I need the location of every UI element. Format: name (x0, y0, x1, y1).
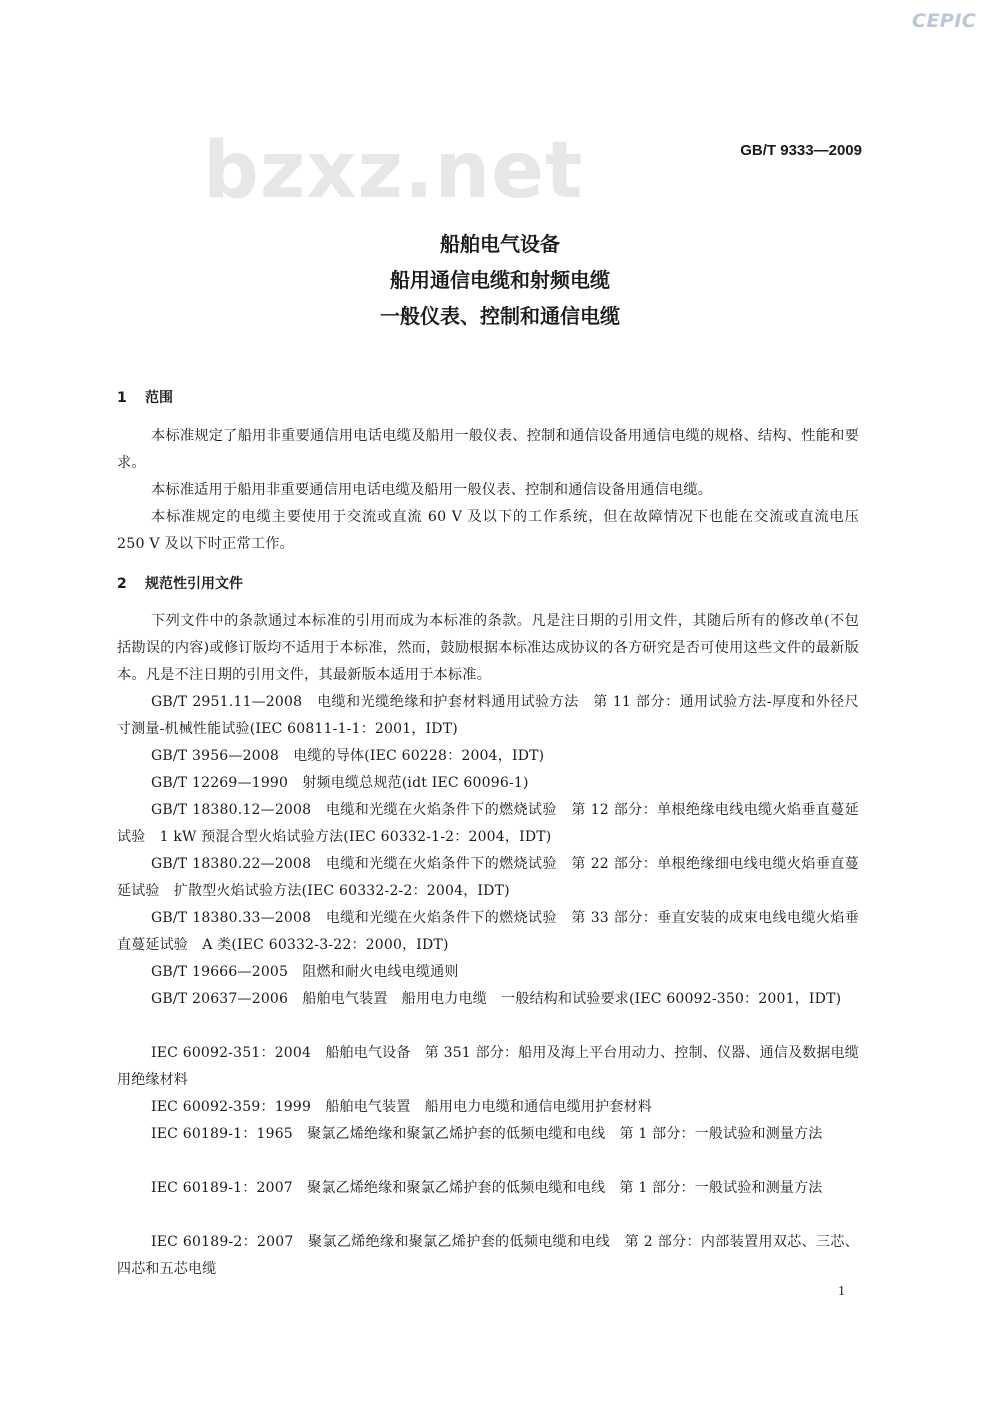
standard-code: GB/T 9333—2009 (740, 142, 862, 159)
reference-item: GB/T 18380.22—2008 电缆和光缆在火焰条件下的燃烧试验 第 22 部分：单根绝缘细电线电缆火焰垂直蔓延试验 扩散型火焰试验方法(IEC 60332-2-2：2004，IDT) (117, 856, 859, 899)
section-1-title: 范围 (145, 390, 173, 406)
reference-item: IEC 60092-351：2004 船舶电气设备 第 351 部分：船用及海上平台用动力、控制、仪器、通信及数据电缆用绝缘材料 (117, 1045, 859, 1088)
document-title-line-1: 船舶电气设备 (440, 232, 560, 256)
section-1-paragraph-2: 本标准适用于船用非重要通信用电话电缆及船用一般仪表、控制和通信设备用通信电缆。 (151, 482, 713, 498)
cepic-logo: CEPIC (912, 10, 977, 32)
section-1-number: 1 (117, 390, 127, 406)
reference-item: IEC 60189-1：2007 聚氯乙烯绝缘和聚氯乙烯护套的低频电缆和电线 第 1 部分：一般试验和测量方法 (151, 1180, 823, 1196)
reference-item: GB/T 18380.12—2008 电缆和光缆在火焰条件下的燃烧试验 第 12 部分：单根绝缘电线电缆火焰垂直蔓延试验 1 kW 预混合型火焰试验方法(IEC 60332-1-2：2004，IDT) (117, 802, 859, 845)
reference-item: GB/T 20637—2006 船舶电气装置 船用电力电缆 一般结构和试验要求(IEC 60092-350：2001，IDT) (151, 991, 842, 1007)
section-1-heading (117, 387, 173, 407)
section-2-number: 2 (117, 576, 127, 592)
section-2-title: 规范性引用文件 (145, 576, 243, 592)
watermark-text: bzxz.net (203, 126, 584, 216)
document-title-line-3: 一般仪表、控制和通信电缆 (380, 304, 620, 328)
reference-item: IEC 60092-359：1999 船舶电气装置 船用电力电缆和通信电缆用护套材料 (151, 1099, 652, 1115)
reference-item: GB/T 18380.33—2008 电缆和光缆在火焰条件下的燃烧试验 第 33 部分：垂直安装的成束电线电缆火焰垂直蔓延试验 A 类(IEC 60332-3-22：2000，IDT) (117, 910, 859, 953)
reference-item: GB/T 3956—2008 电缆的导体(IEC 60228：2004，IDT) (151, 748, 545, 764)
reference-item: IEC 60189-2：2007 聚氯乙烯绝缘和聚氯乙烯护套的低频电缆和电线 第 2 部分：内部装置用双芯、三芯、四芯和五芯电缆 (117, 1234, 859, 1277)
section-1-paragraph-3: 本标准规定的电缆主要使用于交流或直流 60 V 及以下的工作系统，但在故障情况下也能在交流或直流电压 250 V 及以下时正常工作。 (117, 509, 859, 552)
section-2-heading (117, 573, 243, 593)
section-2-intro: 下列文件中的条款通过本标准的引用而成为本标准的条款。凡是注日期的引用文件，其随后所有的修改单(不包括勘误的内容)或修订版均不适用于本标准，然而，鼓励根据本标准达成协议的各方研究是否可使用这些文件的最新版本。凡是不注日期的引用文件，其最新版本适用于本标准。 (117, 613, 859, 683)
reference-item: IEC 60189-1：1965 聚氯乙烯绝缘和聚氯乙烯护套的低频电缆和电线 第 1 部分：一般试验和测量方法 (151, 1126, 823, 1142)
reference-item: GB/T 19666—2005 阻燃和耐火电线电缆通则 (151, 964, 459, 980)
document-title-line-2: 船用通信电缆和射频电缆 (390, 268, 610, 292)
reference-item: GB/T 2951.11—2008 电缆和光缆绝缘和护套材料通用试验方法 第 11 部分：通用试验方法-厚度和外径尺寸测量-机械性能试验(IEC 60811-1-1：2001，IDT) (117, 694, 859, 737)
page-number: 1 (838, 1284, 845, 1299)
section-1-paragraph-1: 本标准规定了船用非重要通信用电话电缆及船用一般仪表、控制和通信设备用通信电缆的规格、结构、性能和要求。 (117, 428, 859, 471)
reference-item: GB/T 12269—1990 射频电缆总规范(idt IEC 60096-1) (151, 775, 529, 791)
